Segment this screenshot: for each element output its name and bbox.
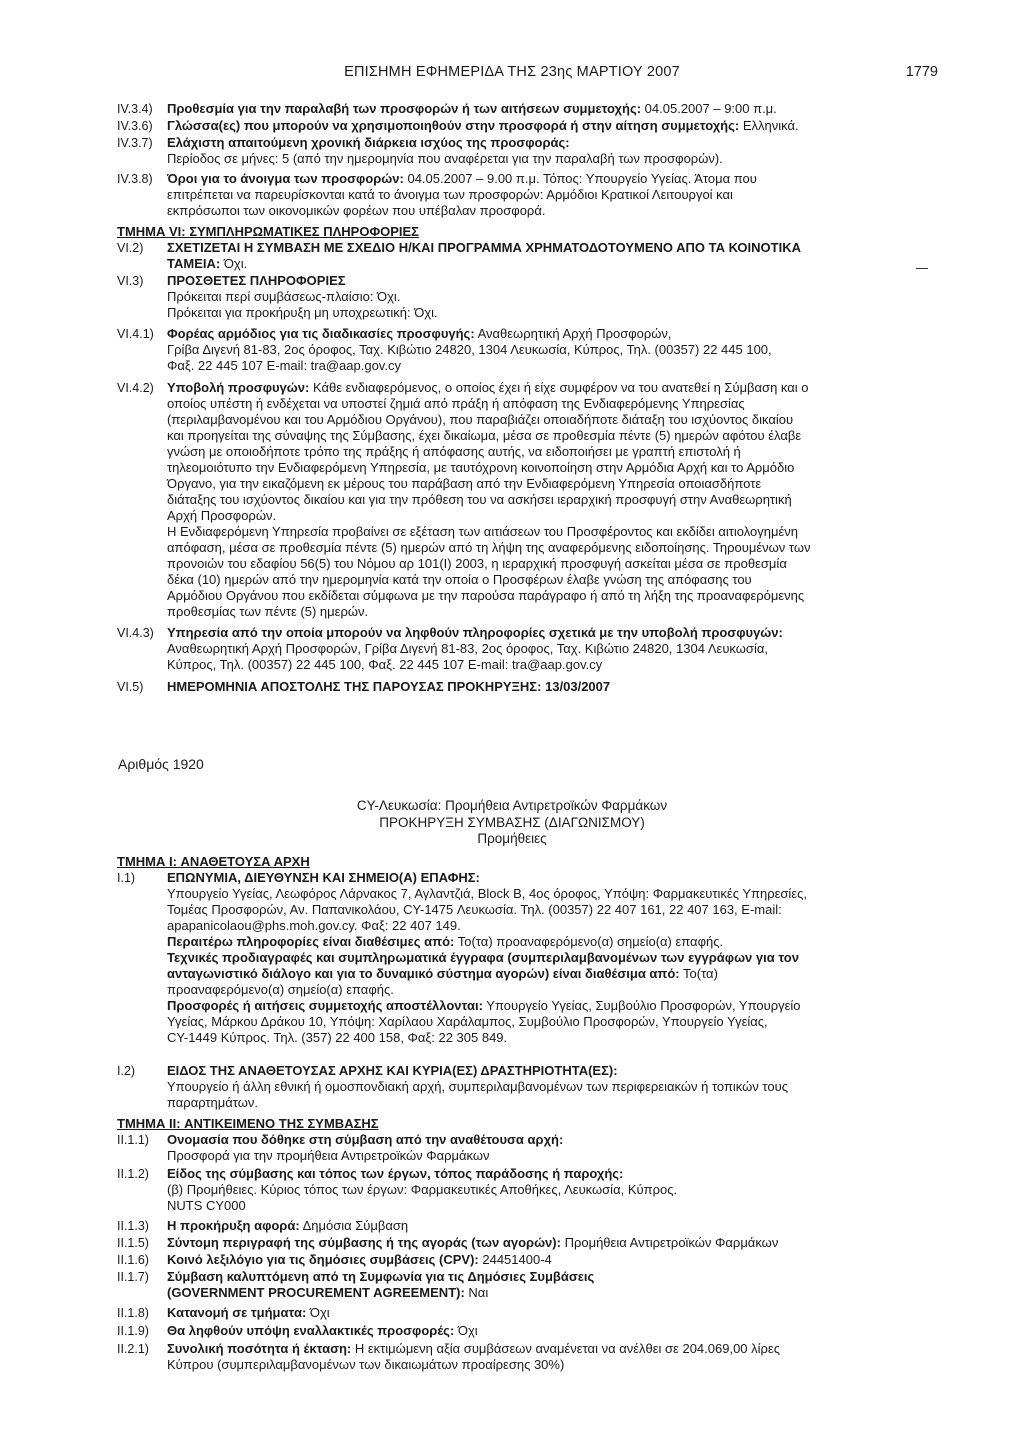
- section-ii-1-1: [119, 1132, 928, 1164]
- item-code: VI.4.3): [117, 626, 154, 640]
- item-label: Ονομασία που δόθηκε στη σύμβαση από την αναθέτουσα αρχή:: [167, 1132, 564, 1147]
- item-code: IV.3.7): [117, 136, 153, 150]
- item-code: VI.2): [117, 241, 144, 255]
- item-value: Η εκτιμώμενη αξία συμβάσεων αναμένεται να ανέλθει σε 204.069,00 λίρες: [354, 1341, 780, 1356]
- item-value: Όχι: [309, 1305, 330, 1320]
- item-line: Υγείας, Μάρκου Δράκου 10, Υπόψη: Χαρίλαου Χαράλαμπος, Συμβούλιο Προσφορών, Υπουργείο Υγείας,: [167, 1014, 768, 1029]
- item-label: Υποβολή προσφυγών:: [167, 380, 310, 395]
- item-line: (β) Προμήθειες. Κύριος τόπος των έργων: Φαρμακευτικές Αποθήκες, Λευκωσία, Κύπρος.: [167, 1182, 678, 1197]
- section-ii-2-1: [119, 1341, 928, 1373]
- item-line: Η Ενδιαφερόμενη Υπηρεσία προβαίνει σε εξέταση των αιτιάσεων του Προσφέροντος και εκδίδει αιτιολογημένη: [167, 524, 799, 539]
- item-code: II.1.7): [117, 1270, 149, 1284]
- section-ii-1-6: [119, 1252, 928, 1268]
- item-code: VI.5): [117, 680, 144, 694]
- section-ii-1-2: [119, 1166, 928, 1214]
- item-line: Πρόκειται περί συμβάσεως-πλαίσιο: Όχι.: [167, 289, 401, 304]
- item-value: Όχι.: [223, 256, 248, 271]
- item-line: Πρόκειται για προκήρυξη μη υποχρεωτική: Όχι.: [167, 305, 438, 320]
- item-line: Κύπρου (συμπεριλαμβανομένων των δικαιωμάτων προαίρεσης 30%): [167, 1357, 565, 1372]
- item-code: II.1.5): [117, 1236, 149, 1250]
- item-code: VI.4.1): [117, 327, 154, 341]
- item-code: IV.3.8): [117, 172, 153, 186]
- section-vi-3: [119, 273, 928, 321]
- notice-number: Αριθμός 1920: [118, 756, 204, 772]
- item-line: και προηγείται της σύναψης της Σύμβασης, έχει δικαίωμα, μέσα σε προθεσμία πέντε (5) ημερών αφότου έλαβε: [167, 428, 802, 443]
- item-label: Η προκήρυξη αφορά:: [167, 1218, 300, 1233]
- item-code: IV.3.4): [117, 102, 153, 116]
- item-code: II.1.3): [117, 1219, 149, 1233]
- item-line: Κάθε ενδιαφερόμενος, ο οποίος έχει ή είχε συμφέρον να του ανατεθεί η Σύμβαση και ο: [312, 380, 809, 395]
- item-value: Το(τα): [683, 966, 718, 981]
- item-label: Περαιτέρω πληροφορίες είναι διαθέσιμες από:: [167, 934, 455, 949]
- notice-type: ΠΡΟΚΗΡΥΞΗ ΣΥΜΒΑΣΗΣ (ΔΙΑΓΩΝΙΣΜΟΥ): [379, 815, 645, 830]
- item-line: οποίος υπέστη ή ενδέχεται να υποστεί ζημιά από πράξη ή απόφαση της Ενδιαφερόμενης Υπηρεσίας: [167, 396, 745, 411]
- item-label: Συνολική ποσότητα ή έκταση:: [167, 1341, 352, 1356]
- item-label: ΕΙΔΟΣ ΤΗΣ ΑΝΑΘΕΤΟΥΣΑΣ ΑΡΧΗΣ ΚΑΙ ΚΥΡΙΑ(ΕΣ) ΔΡΑΣΤΗΡΙΟΤΗΤΑ(ΕΣ):: [167, 1063, 618, 1078]
- item-line: τηλεομοιότυπο την Ενδιαφερόμενη Υπηρεσία, με ταυτόχρονη κοινοποίηση στην Αρμόδια Αρχή και το Αρμόδιο: [167, 460, 795, 475]
- item-code: II.1.1): [117, 1133, 149, 1147]
- item-line: προνοιών του εδαφίου 56(5) του Νόμου αρ 101(I) 2003, η ιεραρχική προσφυγή ασκείται μέσα σε προθεσμία: [167, 556, 787, 571]
- section-iv-3-8: [119, 171, 928, 219]
- item-code: VI.3): [117, 274, 144, 288]
- item-label: Κοινό λεξιλόγιο για τις δημόσιες συμβάσεις (CPV):: [167, 1252, 479, 1267]
- item-label: Σύντομη περιγραφή της σύμβασης ή της αγοράς (των αγορών):: [167, 1235, 561, 1250]
- item-label: Σύμβαση καλυπτόμενη από τη Συμφωνία για τις Δημόσιες Συμβάσεις: [167, 1269, 595, 1284]
- item-label: Προθεσμία για την παραλαβή των προσφορών ή των αιτήσεων συμμετοχής:: [167, 101, 642, 116]
- item-line: Φαξ. 22 445 107 E-mail: tra@aap.gov.cy: [167, 358, 401, 373]
- item-code: II.2.1): [117, 1342, 149, 1356]
- section-i-1: [119, 870, 928, 1046]
- item-line: Αρμόδιου Οργάνου που εκδίδεται σύμφωνα με την παρούσα παράγραφο ή από τη λήξη της προαναφερόμενης: [167, 588, 805, 603]
- item-line: apapanicolaou@phs.moh.gov.cy. Φαξ: 22 407 149.: [167, 918, 461, 933]
- item-line: Υπουργείο ή άλλη εθνική ή ομοσπονδιακή αρχή, συμπεριλαμβανομένων των περιφερειακών ή τοπικών τους: [167, 1079, 788, 1094]
- item-code: II.1.9): [117, 1324, 149, 1338]
- item-value: Όχι: [457, 1323, 478, 1338]
- section-heading-vi: ΤΜΗΜΑ VI: ΣΥΜΠΛΗΡΩΜΑΤΙΚΕΣ ΠΛΗΡΟΦΟΡΙΕΣ: [117, 224, 419, 239]
- section-vi-4-1: [119, 326, 928, 374]
- item-line: παραρτημάτων.: [167, 1095, 259, 1110]
- item-line: απόφαση, μέσα σε προθεσμία πέντε (5) ημερών από τη λήψη της αναφερόμενης ειδοποίησης. Τηρουμένων των: [167, 540, 811, 555]
- item-label: ΣΧΕΤΙΖΕΤΑΙ Η ΣΥΜΒΑΣΗ ΜΕ ΣΧΕΔΙΟ Η/ΚΑΙ ΠΡΟΓΡΑΜΜΑ ΧΡΗΜΑΤΟΔΟΤΟΥΜΕΝΟ ΑΠΟ ΤΑ ΚΟΙΝΟΤΙΚΑ: [167, 240, 801, 255]
- item-value: 13/03/2007: [545, 679, 611, 694]
- item-label: Κατανομή σε τμήματα:: [167, 1305, 307, 1320]
- section-heading-i: ΤΜΗΜΑ I: ΑΝΑΘΕΤΟΥΣΑ ΑΡΧΗ: [117, 854, 310, 869]
- item-line: προαναφερόμενο(α) σημείο(α) επαφής.: [167, 982, 394, 997]
- item-line: προθεσμίας των πέντε (5) ημερών.: [167, 604, 369, 619]
- item-label: Προσφορές ή αιτήσεις συμμετοχής αποστέλλονται:: [167, 998, 483, 1013]
- section-ii-1-5: [119, 1235, 928, 1251]
- item-line: Γρίβα Διγενή 81-83, 2ος όροφος, Ταχ. Κιβώτιο 24820, 1304 Λευκωσία, Κύπρος, Τηλ. (00357) 22 445 100,: [167, 342, 772, 357]
- item-line: Αναθεωρητική Αρχή Προσφορών, Γρίβα Διγενή 81-83, 2ος όροφος, Ταχ. Κιβώτιο 24820, 1304 Λευκωσία,: [167, 641, 768, 656]
- item-line: Υπουργείο Υγείας, Λεωφόρος Λάρνακος 7, Αγλαντζιά, Block B, 4ος όροφος, Υπόψη: Φαρμακευτικές Υπηρεσίες,: [167, 886, 807, 901]
- item-line: εκπρόσωποι των οικονομικών φορέων που υπέβαλαν προσφορά.: [167, 203, 546, 218]
- item-code: II.1.2): [117, 1167, 149, 1181]
- section-vi-4-3: [119, 625, 928, 673]
- item-label: Γλώσσα(ες) που μπορούν να χρησιμοποιηθούν στην προσφορά ή στην αίτηση συμμετοχής:: [167, 118, 740, 133]
- item-value: 04.05.2007 – 9:00 π.μ.: [644, 101, 777, 116]
- section-ii-1-9: [119, 1323, 928, 1339]
- dash-mark: [916, 268, 928, 269]
- item-label: ΤΑΜΕΙΑ:: [167, 256, 221, 271]
- item-value: 04.05.2007 – 9.00 π.μ. Τόπος: Υπουργείο Υγείας. Άτομα που: [407, 171, 757, 186]
- item-line: (περιλαμβανομένου και του Αρμόδιου Οργάνου), που παραβιάζει οποιαδήποτε διάταξη του ισχύοντος δικαίου: [167, 412, 794, 427]
- section-vi-4-2: [119, 380, 928, 620]
- item-label: ΠΡΟΣΘΕΤΕΣ ΠΛΗΡΟΦΟΡΙΕΣ: [167, 273, 346, 288]
- item-value: Δημόσια Σύμβαση: [302, 1218, 409, 1233]
- item-line: Προσφορά για την προμήθεια Αντιρετροϊκών Φαρμάκων: [167, 1148, 490, 1163]
- page-number: 1779: [905, 64, 938, 80]
- item-line: NUTS CY000: [167, 1198, 246, 1213]
- section-ii-1-3: [119, 1218, 928, 1234]
- section-vi-5: [119, 679, 928, 695]
- section-iv-3-6: [119, 118, 928, 134]
- item-label: ΕΠΩΝΥΜΙΑ, ΔΙΕΥΘΥΝΣΗ ΚΑΙ ΣΗΜΕΙΟ(Α) ΕΠΑΦΗΣ:: [167, 870, 480, 885]
- section-ii-1-8: [119, 1305, 928, 1321]
- item-code: I.2): [117, 1064, 136, 1078]
- item-code: IV.3.6): [117, 119, 153, 133]
- item-label: Θα ληφθούν υπόψη εναλλακτικές προσφορές:: [167, 1323, 455, 1338]
- item-label: ανταγωνιστικό διάλογο και για το δυναμικό σύστημα αγορών) είναι διαθέσιμα από:: [167, 966, 680, 981]
- item-code: II.1.6): [117, 1253, 149, 1267]
- item-value: Προμήθεια Αντιρετροϊκών Φαρμάκων: [564, 1235, 779, 1250]
- item-line: διάταξης του ισχύοντος δικαίου και για την πρόθεση του να ασκήσει ιεραρχική προσφυγή στην Αναθεωρητική: [167, 492, 792, 507]
- section-heading-ii: ΤΜΗΜΑ II: ΑΝΤΙΚΕΙΜΕΝΟ ΤΗΣ ΣΥΜΒΑΣΗΣ: [117, 1116, 379, 1131]
- item-label: Υπηρεσία από την οποία μπορούν να ληφθούν πληροφορίες σχετικά με την υποβολή προσφυγών:: [167, 625, 783, 640]
- section-vi-2: [119, 240, 928, 272]
- item-value: Ναι: [468, 1285, 489, 1300]
- item-line: CY-1449 Κύπρος. Τηλ. (357) 22 400 158, Φαξ: 22 305 849.: [167, 1030, 508, 1045]
- item-label: ΗΜΕΡΟΜΗΝΙΑ ΑΠΟΣΤΟΛΗΣ ΤΗΣ ΠΑΡΟΥΣΑΣ ΠΡΟΚΗΡΥΞΗΣ:: [167, 679, 542, 694]
- page-header-title: ΕΠΙΣΗΜΗ ΕΦΗΜΕΡΙΔΑ ΤΗΣ 23ης ΜΑΡΤΙΟΥ 2007: [344, 64, 680, 80]
- item-line: Αρχή Προσφορών.: [167, 508, 277, 523]
- item-line: δέκα (10) ημερών από την ημερομηνία κατά την οποία ο Προσφέρων έλαβε γνώση της απόφασης του: [167, 572, 752, 587]
- item-line: Τομέας Προσφορών, Αν. Παπανικολάου, CY-1475 Λευκωσία. Τηλ. (00357) 22 407 161, 22 407 163, E-mail:: [167, 902, 782, 917]
- item-value: Αναθεωρητική Αρχή Προσφορών,: [477, 326, 672, 341]
- item-value: 24451400-4: [482, 1252, 552, 1267]
- item-label: Φορέας αρμόδιος για τις διαδικασίες προσφυγής:: [167, 326, 475, 341]
- item-label: Είδος της σύμβασης και τόπος των έργων, τόπος παράδοσης ή παροχής:: [167, 1166, 624, 1181]
- item-value: Υπουργείο Υγείας, Συμβούλιο Προσφορών, Υπουργείο: [486, 998, 801, 1013]
- item-code: I.1): [117, 871, 136, 885]
- section-i-2: [119, 1063, 928, 1111]
- item-code: II.1.8): [117, 1306, 149, 1320]
- section-iv-3-4: [119, 101, 928, 117]
- item-line: επιτρέπεται να παρευρίσκονται κατά το άνοιγμα των προσφορών: Αρμόδιοι Κρατικοί Λειτουργοί και: [167, 187, 733, 202]
- item-line: γνώση με οποιοδήποτε τρόπο της πράξης ή απόφασης αυτής, να ειδοποιήσει με γραπτή επιστολή ή: [167, 444, 741, 459]
- item-label: (GOVERNMENT PROCUREMENT AGREEMENT):: [167, 1285, 465, 1300]
- item-label: Ελάχιστη απαιτούμενη χρονική διάρκεια ισχύος της προσφοράς:: [167, 135, 570, 150]
- item-label: Όροι για το άνοιγμα των προσφορών:: [167, 171, 404, 186]
- section-iv-3-7: [119, 135, 928, 167]
- item-line: Όργανο, για την εικαζόμενη εκ μέρους του παράβαση από την Ενδιαφερόμενη Υπηρεσία οποιασδήποτε: [167, 476, 762, 491]
- item-text: Περίοδος σε μήνες: 5 (από την ημερομηνία που αναφέρεται για την παραλαβή των προσφορών).: [167, 151, 723, 166]
- item-label: Τεχνικές προδιαγραφές και συμπληρωματικά έγγραφα (συμπεριλαμβανομένων των εγγράφων για τον: [167, 950, 799, 965]
- notice-category: Προμήθειες: [477, 831, 547, 846]
- item-value: Το(τα) προαναφερόμενο(α) σημείο(α) επαφής.: [457, 934, 724, 949]
- item-code: VI.4.2): [117, 381, 154, 395]
- notice-title: CY-Λευκωσία: Προμήθεια Αντιρετροϊκών Φαρμάκων: [356, 798, 668, 813]
- item-value: Ελληνικά.: [742, 118, 799, 133]
- section-ii-1-7: [119, 1269, 928, 1301]
- item-line: Κύπρος, Τηλ. (00357) 22 445 100, Φαξ. 22 445 107 E-mail: tra@aap.gov.cy: [167, 657, 603, 672]
